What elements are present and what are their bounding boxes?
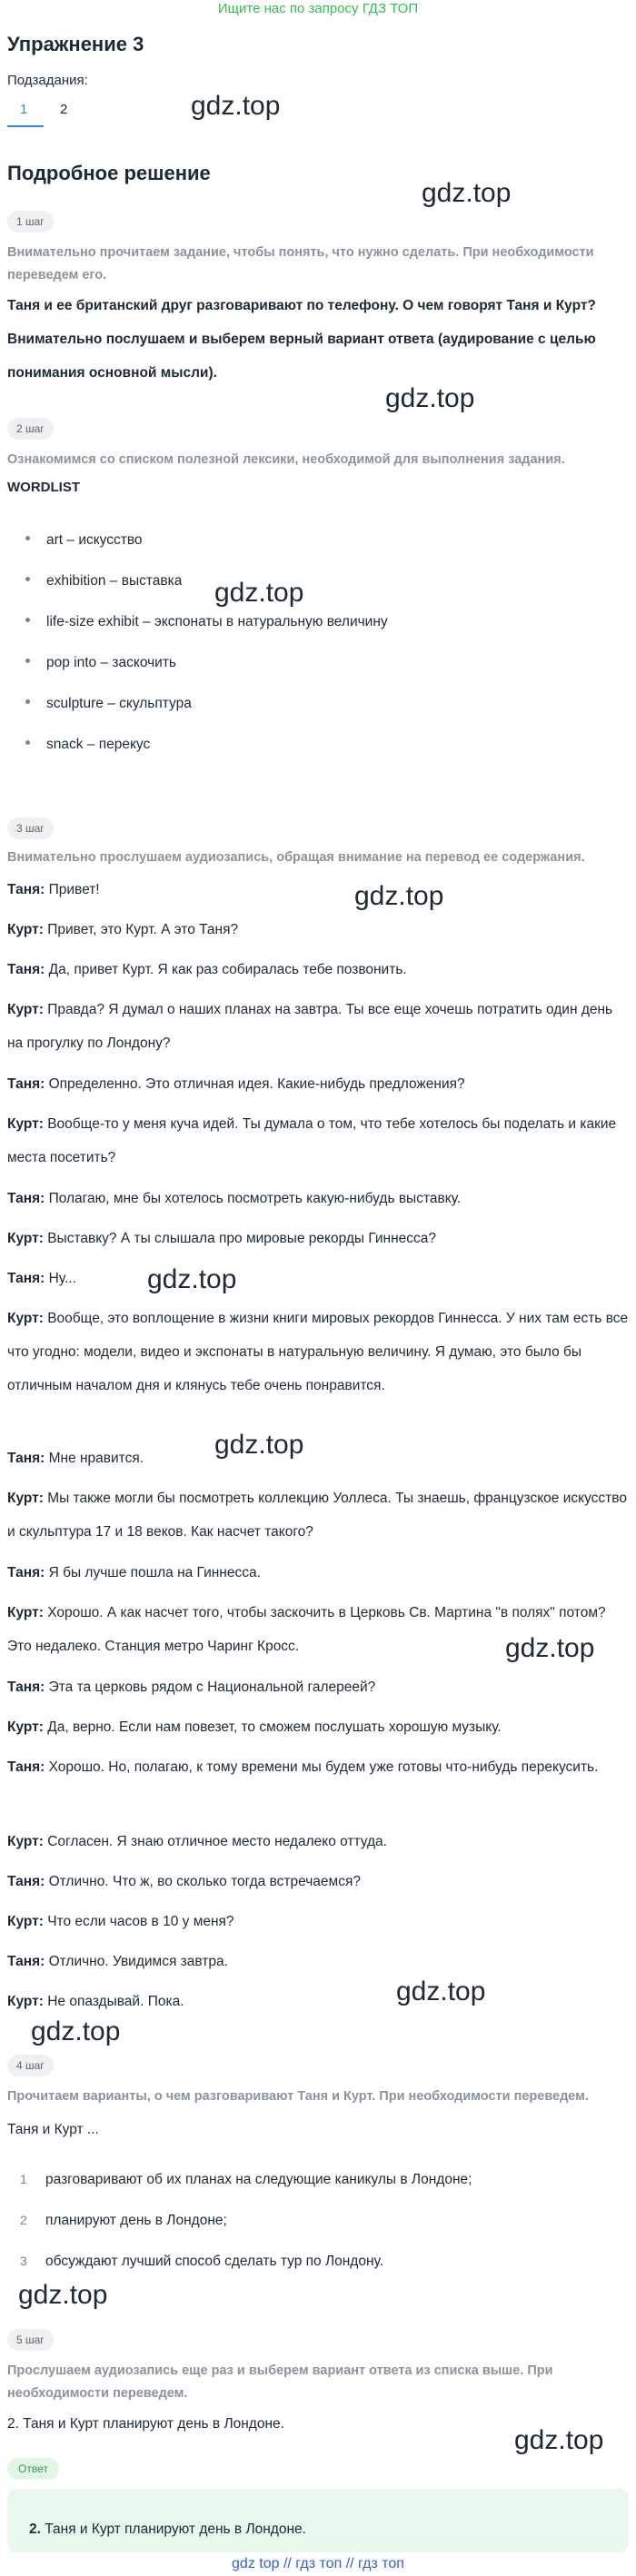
bullet-dot — [25, 618, 30, 622]
step-3-hint: Внимательно прослушаем аудиозапись, обращая внимание на перевод ее содержания. — [7, 850, 585, 865]
wordlist-item — [25, 694, 192, 714]
dialogue-line: Таня: Отлично. Что ж, во сколько тогда встречаемся? — [7, 1874, 361, 1889]
bullet-dot — [25, 740, 30, 745]
watermark: gdz.top — [396, 1977, 486, 2006]
page-title: Упражнение 3 — [7, 33, 144, 55]
dialogue-line: Таня: Мне нравится. — [7, 1451, 144, 1466]
watermark: gdz.top — [191, 91, 281, 121]
step-5-hint: Прослушаем аудиозапись еще раз и выберем вариант ответа из списка выше. При необходимости переведем. — [7, 2363, 553, 2401]
dialogue-line: Курт: Вообще, это воплощение в жизни книги мировых рекордов Гиннесса. У них там есть все что угодно: модели, видео и экспонаты в натуральную величину. Я думаю, это было бы отличным началом дня и клянусь тебе очень понравится. — [7, 1311, 629, 1393]
dialogue-line: Таня: Отлично. Увидимся завтра. — [7, 1954, 228, 1969]
step-2-hint: Ознакомимся со списком полезной лексики, необходимой для выполнения задания. — [7, 452, 565, 467]
dialogue-line: Таня: Привет! — [7, 882, 100, 897]
bullet-dot — [25, 659, 30, 663]
active-tab-underline — [7, 125, 44, 127]
step-badge-1: 1 шаг — [7, 211, 54, 233]
dialogue-line: Курт: Хорошо. А как насчет того, чтобы заскочить в Церковь Св. Мартина "в полях" потом? Это недалеко. Станция метро Чаринг Кросс. — [7, 1605, 606, 1654]
dialogue-line: Курт: Согласен. Я знаю отличное место недалеко оттуда. — [7, 1834, 387, 1849]
top-banner[interactable]: Ищите нас по запросу ГДЗ ТОП — [217, 1, 419, 16]
dialogue-line: Таня: Хорошо. Но, полагаю, к тому времени мы будем уже готовы что-нибудь перекусить. — [7, 1759, 599, 1775]
wordlist-title: WORDLIST — [7, 480, 80, 495]
watermark: gdz.top — [422, 178, 512, 208]
step-4-hint: Прочитаем варианты, о чем разговаривают Таня и Курт. При необходимости переведем. — [7, 2089, 589, 2104]
dialogue-line: Курт: Что если часов в 10 у меня? — [7, 1914, 234, 1929]
answer-text: 2. Таня и Курт планируют день в Лондоне. — [29, 2522, 306, 2537]
dialogue-line: Курт: Выставку? А ты слышала про мировые рекорды Гиннесса? — [7, 1231, 437, 1246]
watermark: gdz.top — [505, 1633, 595, 1663]
option-item: 3 обсуждают лучший способ сделать тур по Лондону. — [20, 2254, 384, 2269]
dialogue-line: Таня: Ну... — [7, 1271, 76, 1286]
answer-badge: Ответ — [7, 2458, 59, 2480]
bullet-dot — [25, 536, 30, 540]
wordlist-item — [25, 653, 176, 673]
step-badge-5: 5 шаг — [7, 2329, 54, 2351]
watermark: gdz.top — [31, 2016, 121, 2046]
bullet-dot — [25, 577, 30, 581]
wordlist-item-text: exhibition – выставка — [46, 573, 183, 589]
subtask-tab-1[interactable]: 1 — [20, 102, 28, 117]
answer-box — [7, 2489, 629, 2552]
step-1-hint: Внимательно прочитаем задание, чтобы понять, что нужно сделать. При необходимости переведем его. — [7, 245, 594, 282]
dialogue-line: Таня: Да, привет Курт. Я как раз собиралась тебе позвонить. — [7, 962, 407, 977]
footer-links[interactable]: gdz top // гдз топ // гдз топ — [232, 2556, 404, 2571]
wordlist-item — [25, 530, 143, 550]
dialogue-line: Курт: Не опаздывай. Пока. — [7, 1994, 184, 2009]
watermark: gdz.top — [514, 2425, 604, 2455]
wordlist-item-text: life-size exhibit – экспонаты в натуральную величину — [46, 614, 388, 629]
bullet-dot — [25, 699, 30, 704]
wordlist-item-text: snack – перекус — [46, 737, 151, 752]
dialogue-line: Курт: Вообще-то у меня куча идей. Ты думала о том, что тебе хотелось бы поделать и какие места посетить? — [7, 1116, 617, 1165]
dialogue-line: Курт: Да, верно. Если нам повезет, то сможем послушать хорошую музыку. — [7, 1719, 502, 1735]
wordlist-item — [25, 735, 150, 755]
dialogue-line: Таня: Полагаю, мне бы хотелось посмотреть какую-нибудь выставку. — [7, 1191, 462, 1206]
wordlist-item — [25, 612, 388, 632]
subtasks-label: Подзадания: — [7, 73, 88, 88]
watermark: gdz.top — [18, 2280, 108, 2310]
wordlist-item — [25, 571, 182, 591]
watermark: gdz.top — [214, 578, 304, 608]
section-title: Подробное решение — [7, 162, 211, 184]
dialogue-line: Таня: Я бы лучше пошла на Гиннесса. — [7, 1565, 261, 1580]
dialogue-line: Курт: Мы также могли бы посмотреть коллекцию Уоллеса. Ты знаешь, французское искусство и скульптура 17 и 18 веков. Как насчет такого? — [7, 1491, 627, 1540]
dialogue-line: Таня: Эта та церковь рядом с Национальной галереей? — [7, 1679, 376, 1695]
step-5-text: 2. Таня и Курт планируют день в Лондоне. — [7, 2416, 284, 2432]
option-item: 1 разговаривают об их планах на следующие каникулы в Лондоне; — [20, 2172, 472, 2187]
dialogue-line: Таня: Определенно. Это отличная идея. Какие-нибудь предложения? — [7, 1076, 465, 1092]
wordlist-item-text: art – искусство — [46, 532, 143, 548]
watermark: gdz.top — [214, 1430, 304, 1460]
step-1-text: Таня и ее британский друг разговаривают по телефону. О чем говорят Таня и Курт? Внимательно послушаем и выберем верный вариант ответа (аудирование с целью понимания основной мысли). — [7, 298, 596, 381]
dialogue-line: Курт: Правда? Я думал о наших планах на завтра. Ты все еще хочешь потратить один день на прогулку по Лондону? — [7, 1002, 613, 1051]
step-badge-4: 4 шаг — [7, 2055, 54, 2076]
watermark: gdz.top — [354, 881, 444, 911]
watermark: gdz.top — [385, 383, 475, 413]
subtask-tab-2[interactable]: 2 — [60, 102, 68, 117]
step-badge-2: 2 шаг — [7, 418, 54, 440]
dialogue-line: Курт: Привет, это Курт. А это Таня? — [7, 922, 239, 937]
watermark: gdz.top — [147, 1264, 237, 1294]
wordlist-item-text: sculpture – скульптура — [46, 696, 192, 711]
option-item: 2 планируют день в Лондоне; — [20, 2213, 227, 2228]
wordlist-item-text: pop into – заскочить — [46, 655, 177, 670]
step-badge-3: 3 шаг — [7, 817, 54, 839]
step-4-lead: Таня и Курт ... — [7, 2122, 99, 2137]
